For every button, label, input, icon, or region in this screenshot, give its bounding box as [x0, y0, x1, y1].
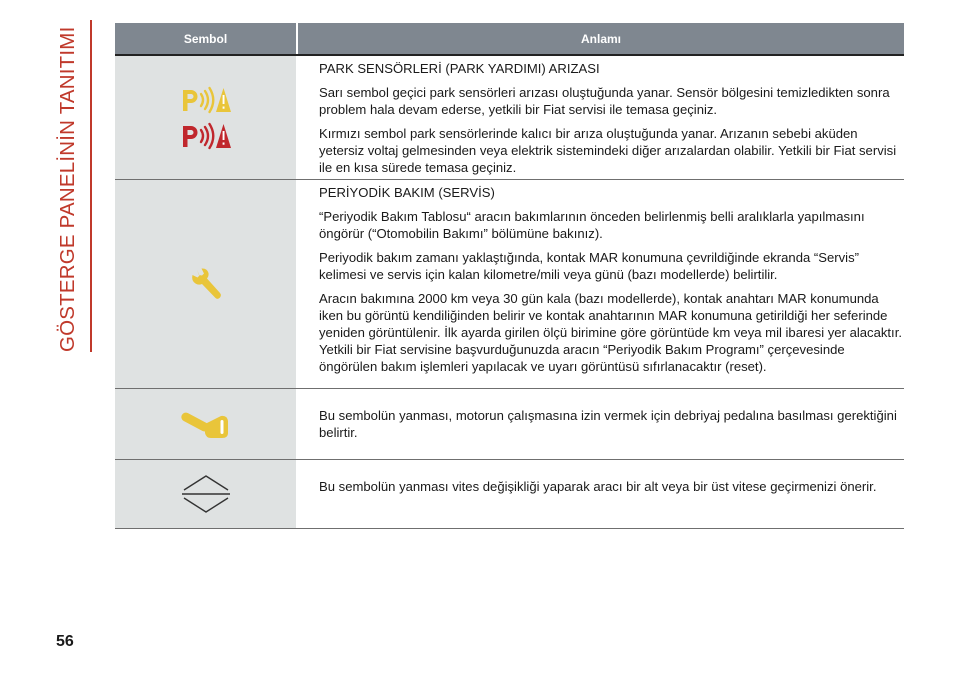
symbol-cell: [115, 180, 296, 388]
section-divider: [90, 20, 92, 352]
paragraph: Sarı sembol geçici park sensörleri arızası oluştuğunda yanar. Sensör bölgesini temizledikten sonra problem hala devam ederse, yetkili bir Fiat servisi ile temasa geçiniz.: [319, 85, 890, 117]
wrench-icon: [188, 266, 224, 302]
clutch-pedal-icon: [181, 407, 231, 441]
section-title: GÖSTERGE PANELİNİN TANITIMI: [56, 26, 79, 352]
meaning-cell: [296, 180, 904, 388]
page-number: 56: [56, 633, 74, 650]
header-meaning: Anlamı: [296, 23, 904, 54]
meaning-cell: [296, 460, 904, 528]
gear-shift-indicator-icon: [178, 473, 234, 515]
table-row: [115, 460, 904, 529]
meaning-cell: [296, 56, 904, 179]
paragraph: Periyodik bakım zamanı yaklaştığında, kontak MAR konumuna çevrildiğinde ekranda “Servis” kelimesi ve servis için kalan kilometre/mili veya günü (bazı modellerde) belirtilir.: [319, 250, 860, 282]
symbol-cell: [115, 389, 296, 459]
table-row: [115, 389, 904, 460]
park-sensor-yellow-icon: [180, 86, 232, 114]
symbol-table: [115, 23, 904, 529]
paragraph: PERİYODİK BAKIM (SERVİS): [319, 185, 495, 200]
paragraph: Kırmızı sembol park sensörlerinde kalıcı bir arıza oluştuğunda yanar. Arızanın sebebi aküden yetersiz voltaj gelmesinden veya elektrik sistemindeki diğer arızalardan olabilir. Yetkili bir Fiat servisi ile en kısa sürede temasa geçiniz.: [319, 126, 897, 175]
symbol-cell: [115, 56, 296, 179]
header-symbol: Sembol: [183, 31, 228, 46]
paragraph: Bu sembolün yanması vites değişikliği yaparak aracı bir alt veya bir üst vitese geçirmenizi önerir.: [319, 479, 877, 494]
table-row: [115, 56, 904, 180]
paragraph: Aracın bakımına 2000 km veya 30 gün kala (bazı modellerde), kontak anahtarı MAR konumunda iken bu görüntü kendiliğinden belirir ve kontak anahtarının MAR konumuna getirildiği her seferinde yeniden görüntülenir. İlk ayarda girilen ölçü birimine göre görüntüde km veya mil ibaresi yer alacaktır. Yetkili bir Fiat servisine başvurduğunuzda aracın “Periyodik Bakım Programı” çerçevesinde öngörülen bakım işlemleri yapılacak ve uyarı görüntüsü sıfırlanacaktır (reset).: [319, 291, 902, 374]
symbol-cell: [115, 460, 296, 528]
table-row: [115, 180, 904, 389]
paragraph: “Periyodik Bakım Tablosu“ aracın bakımlarının önceden belirlenmiş belli aralıklarla yapılmasını öngörür (“Otomobilin Bakımı” bölümüne bakınız).: [319, 209, 865, 241]
paragraph: Bu sembolün yanması, motorun çalışmasına izin vermek için debriyaj pedalına basılması gerektiğini belirtir.: [319, 408, 897, 440]
meaning-cell: [296, 389, 904, 459]
table-header: [115, 23, 904, 56]
park-sensor-red-icon: [180, 122, 232, 150]
paragraph: PARK SENSÖRLERİ (PARK YARDIMI) ARIZASI: [319, 61, 600, 76]
